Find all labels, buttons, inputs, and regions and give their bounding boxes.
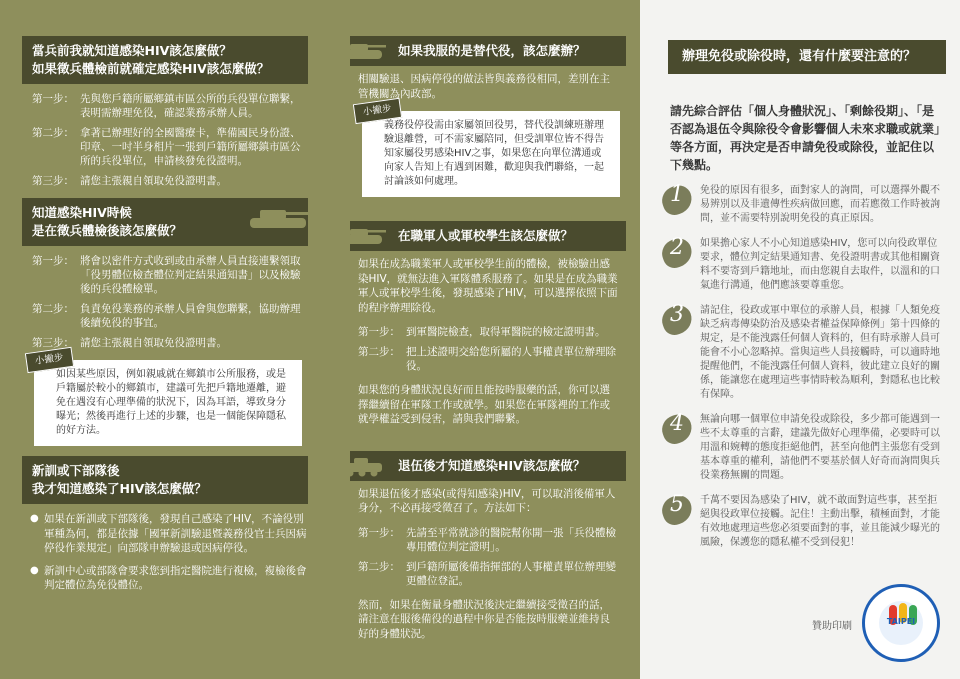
section-header-before-service [22,36,308,84]
number-badge: 4 [660,413,700,451]
bullet-icon: ● [30,513,39,524]
step-item: 第二步： 負責免役業務的承辦人員會與您聯繫，協助辦理後續免役的事宜。 [32,303,301,329]
step-item: 第二步： 拿著已辦理好的全國醫療卡，準備國民身份證、印章、一吋半身相片一張到戶籍所屬鄉鎮市區公所的兵役單位，申請核發免役證明。 [32,127,301,167]
section-title-line1: 新訓或下部隊後 [32,463,120,478]
note-item: 2 如果擔心家人不小心知道感染HIV，您可以向役政單位要求，體位判定結果通知書、免役證明書或其他相關資料不要寄到戶籍地址，而由您親自去取件，以溫和的口氣進行溝通，他們應該要尊重您。 [660,237,946,293]
step-item: 第二步： 把上述證明交給您所屬的人事權責單位辦理除役。 [358,346,616,372]
intro-paragraph: 請先綜合評估「個人身體狀況」、「剩餘役期」、「是否認為退伍令與除役令會影響個人未來求職或就業」等各方面，再決定是否申請免役或除役，並記住以下幾點。 [670,104,941,172]
paragraph: 相關驗退、因病停役的做法皆與義務役相同，差別在主管機關為內政部。 [358,73,610,100]
column-middle [318,0,640,679]
note-item: 1 免役的原因有很多，面對家人的詢問，可以選擇外觀不易辨別以及非遺傳性疾病做回應，而若應徵工作時被詢問，並不需要特別說明免役的真正原因。 [660,184,946,226]
step-item: 第一步： 先請至平常就診的醫院幫你開一張「兵役體檢專用體位判定證明」。 [358,526,616,553]
section-title: 退伍後才知道感染HIV該怎麼做？ [398,457,586,473]
steps-list [358,325,626,373]
tip-text: 義務役停役需由家屬領回役男，替代役訓練班辦理驗退離營，可不需家屬陪同，但受訓單位皆不得告知家屬役男感染HIV之事，如果您在向單位溝通或向家人告知上有遇到困難，歡迎與我們聯絡，一起討論該如何處理。 [384,120,604,187]
step-item: 第二步： 到戶籍所屬後備指揮部的人事權責單位辦理變更體位登記。 [358,560,616,587]
section-header-active-military [350,221,626,251]
sponsor-logo [862,584,940,662]
step-item: 第三步： 請您主張親自領取免役證明書。 [32,337,227,349]
paragraph: 如果退伍後才感染(或得知感染)HIV，可以取消後備軍人身分，不必再接受徵召了。方法如下： [358,487,616,514]
number-badge: 2 [660,237,700,275]
sponsor-label: 贊助印刷 [812,621,852,632]
section-title-line2: 我才知道感染了HIV該怎麼做？ [32,481,207,496]
section-title-line1: 當兵前我就知道感染HIV該怎麼做？ [32,43,232,58]
tip-text: 如因某些原因，例如親戚就在鄉鎮市公所服務，或是戶籍屬於較小的鄉鎮市，建議可先把戶籍地遷離，避免在遇沒有心理準備的狀況下，因為耳語，導致身分曝光；然後再進行上述的步驟，也是一個能保障隱私的好方法。 [56,369,286,436]
section-header-during-service [22,456,308,504]
section-header-notes: 辦理免役或除役時，還有什麼要注意的？ [668,40,946,74]
bullet-icon: ● [30,564,39,576]
step-item: 第一步： 將會以密件方式收到或由承辦人員直接連繫領取「役男體位檢查體位判定結果通知書」以及檢驗後的兵役體檢單。 [32,255,301,295]
section-title-line1: 知道感染HIV時候 [32,205,132,220]
tip-badge: 小撇步 [25,347,74,373]
note-item: 3 請記住，役政或軍中單位的承辦人員，根據「人類免疫缺乏病毒傳染防治及感染者權益保障條例」第十四條的規定，是不能洩露任何個人資料的，但有時承辦人員可能會不小心忽略掉。當與這些人員接觸時，可以適時地提醒他們，不能洩露任何個人資料，彼此建立良好的關係，能讓您在處理這些事情時較為順利，對隱私也比較有保障。 [660,304,946,402]
paragraph: 如果您的身體狀況良好而且能按時服藥的話，你可以選擇繼續留在軍隊工作或就學。如果您在軍隊裡的工作或就學權益受到侵害，請與我們聯繫。 [358,384,610,425]
number-badge: 1 [660,184,700,222]
number-badge: 3 [660,304,700,342]
step-item: 第一步： 先與您戶籍所屬鄉鎮市區公所的兵役單位聯繫，表明需辦理免役，確認業務承辦人員。 [32,93,301,119]
section-header-after-exam [22,198,308,246]
tip-box [362,103,620,197]
bullet-item: ● 如果在新訓或下部隊後，發現自己感染了HIV，不論役別軍種為何，都是依據「國軍新訓驗退暨義務役官士兵因病停役作業規定」向部隊申辦驗退或因病停役。 [30,513,307,554]
section-title-line2: 如果徵兵體檢前就確定感染HIV該怎麼做？ [32,61,270,76]
tip-box [34,352,302,446]
section-header-after-discharge [350,451,626,481]
column-left [0,0,318,679]
section-title-line2: 是在徵兵體檢後該怎麼做？ [32,223,183,238]
number-badge: 5 [660,494,700,532]
section-title: 在職軍人或軍校學生該怎麼做？ [398,228,574,243]
steps-list [358,526,626,588]
tank-icon [240,204,318,234]
step-item: 第一步： 到軍醫院檢查，取得軍醫院的檢定證明書。 [358,326,606,338]
bullet-item: ● 新訓中心或部隊會要求您到指定醫院進行複檢，複檢後會判定體位為免役體位。 [30,564,307,591]
step-item: 第三步： 請您主張親自領取免役證明書。 [32,175,227,187]
note-item: 4 無論向哪一個單位申請免役或除役，多少都可能遇到一些不太尊重的言辭，建議先做好心理準備，必要時可以用溫和婉轉的態度拒絕他們，甚至向他們主張您有受到基本尊重的權利，請他們不要基於個人好奇而詢問與兵役業務無關的問題。 [660,413,946,483]
armored-vehicle-icon [340,455,388,477]
tank-icon [340,40,388,62]
bullet-list [30,512,308,593]
tank-icon [340,225,388,247]
paragraph: 如果在成為職業軍人或軍校學生前的體檢，被檢驗出感染HIV，就無法進入軍隊體系服務了。如果是在成為職業軍人或軍校學生後，發現感染了HIV，可以選擇依照下面的程序辦理除役。 [358,258,618,314]
tip-badge: 小撇步 [353,98,402,124]
steps-list [32,92,308,188]
logo-text: TAIPEI [886,617,916,626]
paragraph: 然而，如果在衡量身體狀況後決定繼續接受徵召的話，請注意在服後備役的過程中你是否能按時服藥並維持良好的身體狀況。 [358,598,610,640]
section-header-alternative-service [350,36,626,66]
column-right [640,0,960,679]
note-item: 5 千萬不要因為感染了HIV，就不敢面對這些事，甚至拒絕與役政單位接觸。記住！主動出擊，積極面對，才能有效地處理這些您必須要面對的事，並且能減少曝光的風險，保護您的隱私權不受到侵犯！ [660,494,946,550]
steps-list [32,254,308,350]
section-title: 如果我服的是替代役，該怎麼辦？ [398,43,586,58]
